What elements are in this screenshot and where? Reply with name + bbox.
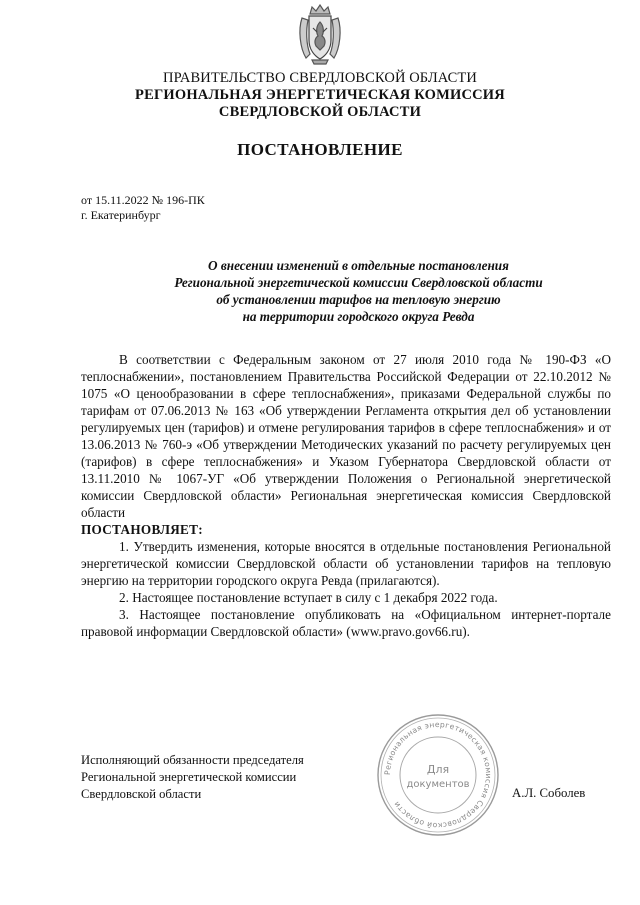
date-and-number: от 15.11.2022 № 196-ПК [81,193,205,207]
issuer-header [0,70,640,121]
svg-text:Региональная энергетическая ко: Региональная энергетическая комиссия Свердловской области [382,719,494,831]
stamp-center-text: документов [406,779,470,790]
signatory-name: А.Л. Соболев [512,786,586,800]
official-seal-stamp [375,712,501,838]
position-line: Исполняющий обязанности председателя [81,753,304,767]
signatory-position [81,752,304,803]
decree-word: ПОСТАНОВЛЯЕТ: [81,522,203,537]
city: г. Екатеринбург [81,208,161,222]
document-type-title: ПОСТАНОВЛЕНИЕ [237,140,403,159]
subject-line: об установлении тарифов на тепловую энергию [216,292,501,307]
document-subject [81,257,636,325]
position-line: Свердловской области [81,787,202,801]
position-line: Региональной энергетической комиссии [81,770,297,784]
stamp-center-text: Для [426,763,450,776]
decree-item: 1. Утвердить изменения, которые вносятся в отдельные постановления Региональной энергетической комиссии Свердловской области об установлении тарифов на тепловую энергию на территории городского округа Ревда (прилагаются). [81,539,611,588]
commission-name: РЕГИОНАЛЬНАЯ ЭНЕРГЕТИЧЕСКАЯ КОМИССИЯ [135,87,505,103]
commission-region: СВЕРДЛОВСКОЙ ОБЛАСТИ [218,104,422,120]
subject-line: на территории городского округа Ревда [242,309,475,324]
subject-line: О внесении изменений в отдельные постановления [208,258,509,273]
decree-item: 3. Настоящее постановление опубликовать на «Официальном интернет-портале правовой информации Свердловской области» (www.pravo.gov66.ru). [81,607,611,639]
coat-of-arms-emblem [296,4,344,66]
preamble-paragraph: В соответствии с Федеральным законом от 27 июля 2010 года № 190-ФЗ «О теплоснабжении», постановлением Правительства Российской Федерации от 22.10.2012 № 1075 «О ценообразовании в сфере теплоснабжения», приказами Федеральной службы по тарифам от 07.06.2013 № 163 «Об утверждении Регламента открытия дел об установлении регулируемых цен (тарифов) и отмене регулирования тарифов в сфере теплоснабжения» и от 13.06.2013 № 760-э «Об утверждении Методических указаний по расчету регулируемых цен (тарифов) в сфере теплоснабжения» и Указом Губернатора Свердловской области от 13.11.2010 № 1067-УГ «Об утверждении Положения о Региональной энергетической комиссии Свердловской области» Региональная энергетическая комиссия Свердловской области [81,352,611,520]
document-body [81,351,611,640]
decree-item: 2. Настоящее постановление вступает в силу с 1 декабря 2022 года. [119,590,498,605]
document-meta [81,193,205,223]
subject-line: Региональной энергетической комиссии Свердловской области [174,275,543,290]
government-name: ПРАВИТЕЛЬСТВО СВЕРДЛОВСКОЙ ОБЛАСТИ [163,70,477,86]
